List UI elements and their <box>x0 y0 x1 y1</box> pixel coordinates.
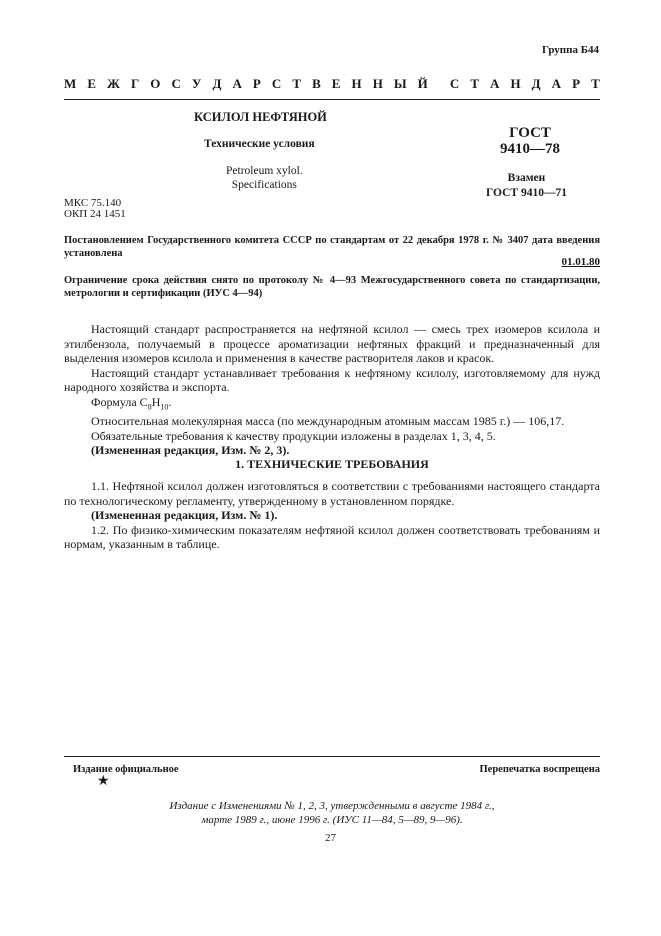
section-heading: 1. ТЕХНИЧЕСКИЕ ТРЕБОВАНИЯ <box>235 457 429 471</box>
banner-letter: Й <box>417 76 428 91</box>
page-number: 27 <box>325 832 336 844</box>
banner-letter: А <box>232 76 242 91</box>
amendment-note: (Измененная редакция, Изм. № 2, 3). <box>91 443 290 458</box>
english-title-line: Petroleum xylol. <box>226 165 303 177</box>
banner-letter: Ы <box>393 76 407 91</box>
classification-codes <box>64 198 126 220</box>
header-divider <box>64 99 600 100</box>
english-title-line: Specifications <box>231 179 297 191</box>
banner-letter: У <box>191 76 202 91</box>
formula-subscript: 8 <box>147 401 152 411</box>
banner-letter: Д <box>531 76 541 91</box>
banner-letter: Е <box>87 76 96 91</box>
banner-letter: Т <box>292 76 302 91</box>
banner-letter: Н <box>351 76 362 91</box>
formula-label: Формула C <box>91 394 148 409</box>
gost-number: 9410—78 <box>500 141 560 157</box>
edition-note-line: Издание с Изменениями № 1, 2, 3, утвержденными в августе 1984 г., <box>169 800 495 812</box>
requirements-paragraph: Обязательные требования к качеству продукции изложены в разделах 1, 3, 4, 5. <box>91 428 496 443</box>
section-1-body <box>64 479 600 552</box>
group-label: Группа Б44 <box>542 44 599 56</box>
banner-letter: С <box>271 76 282 91</box>
replaces-block <box>486 171 567 201</box>
banner-letter: Н <box>510 76 521 91</box>
banner-letter: О <box>150 76 161 91</box>
clause-1-1-amendment: (Измененная редакция, Изм. № 1). <box>91 508 278 522</box>
formula-subscript: 10 <box>160 401 169 411</box>
banner-letter: С <box>449 76 460 91</box>
clause-1-2: 1.2. По физико-химическим показателям нефтяной ксилол должен соответствовать требованиям и нормам, указанным в таблице. <box>64 522 600 551</box>
banner-letter: Д <box>212 76 222 91</box>
banner-letter: Е <box>331 76 341 91</box>
banner-letter: Т <box>470 76 479 91</box>
official-edition-label: Издание официальное <box>73 764 179 775</box>
edition-note <box>64 799 600 827</box>
standard-banner <box>64 76 600 92</box>
reprint-prohibited-label: Перепечатка воспрещена <box>479 764 600 775</box>
document-title: КСИЛОЛ НЕФТЯНОЙ <box>194 110 327 124</box>
banner-letter: М <box>64 76 77 91</box>
gost-designation <box>500 125 560 157</box>
edition-note-line: марте 1989 г., июне 1996 г. (ИУС 11—84, 5—89, 9—96). <box>201 814 463 826</box>
formula-paragraph <box>64 395 600 415</box>
banner-letter: Н <box>372 76 383 91</box>
star-icon: ★ <box>97 774 110 789</box>
clause-1-1: 1.1. Нефтяной ксилол должен изготовляться в соответствии с требованиями настоящего стандарта по технологическому регламенту, утвержденному в установленном порядке. <box>64 479 600 508</box>
purpose-paragraph: Настоящий стандарт устанавливает требования к нефтяному ксилолу, изготовляемому для нужд народного хозяйства и экспорта. <box>64 365 600 394</box>
footer-divider <box>64 756 600 757</box>
banner-letter: Г <box>130 76 140 91</box>
mks-code: МКС 75.140 <box>64 197 122 209</box>
decree-statement: Постановлением Государственного комитета СССР по стандартам от 22 декабря 1978 г. № 3407 дата введения установлена <box>64 235 600 259</box>
replaces-number: ГОСТ 9410—71 <box>486 187 567 199</box>
formula-end: . <box>168 394 172 409</box>
banner-letter: Ж <box>107 76 120 91</box>
english-title <box>226 164 303 192</box>
introduction-section <box>64 322 600 458</box>
okp-code: ОКП 24 1451 <box>64 208 126 220</box>
banner-letter: Р <box>572 76 581 91</box>
banner-letter: А <box>551 76 562 91</box>
banner-letter: С <box>171 76 181 91</box>
banner-letter: А <box>490 76 500 91</box>
scope-paragraph: Настоящий стандарт распространяется на нефтяной ксилол — смесь трех изомеров ксилола и этилбензола, получаемый в процессе ароматизации нефтяных фракций и предназначенный для выделения изомеров ксилола и применения в качестве растворителя лаков и красок. <box>64 322 600 365</box>
molecular-mass-paragraph: Относительная молекулярная масса (по международным атомным массам 1985 г.) — 106,17. <box>91 414 565 429</box>
introduction-date: 01.01.80 <box>561 256 600 268</box>
gost-label: ГОСТ <box>509 125 551 141</box>
banner-letter: В <box>312 76 321 91</box>
document-subtitle: Технические условия <box>204 138 315 150</box>
validity-limit-statement: Ограничение срока действия снято по протоколу № 4—93 Межгосударственного совета по стандартизации, метрологии и сертификации (ИУС 4—94) <box>64 275 600 299</box>
formula-element: H <box>151 394 161 409</box>
replaces-label: Взамен <box>507 172 546 184</box>
banner-letter: Р <box>252 76 261 91</box>
banner-letter: Т <box>591 76 600 91</box>
